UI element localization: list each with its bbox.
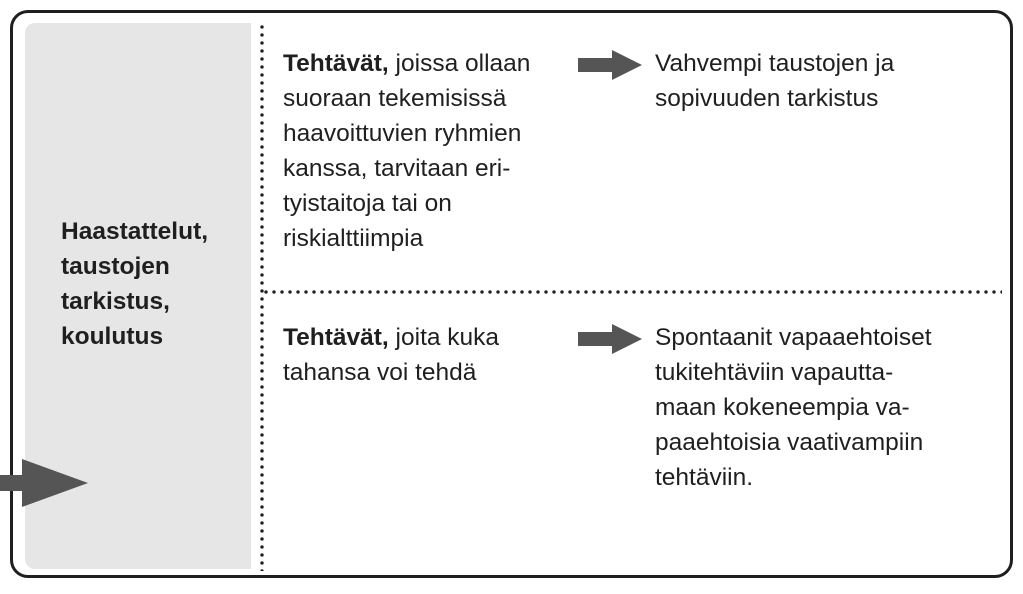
result-description-2: Spontaanit vapaaehtoiset tukitehtäviin vapautta- maan kokeneempia va- paaehtoisia vaativampiin tehtäviin. bbox=[655, 324, 932, 491]
entry-arrow-icon bbox=[0, 459, 90, 507]
horizontal-dotted-divider bbox=[262, 290, 1002, 294]
task-description-1 bbox=[283, 46, 568, 256]
task-description-2 bbox=[283, 320, 568, 390]
task-bold-2: Tehtävät, bbox=[283, 324, 389, 351]
vertical-dotted-divider bbox=[260, 23, 264, 571]
task-text-1: joissa ollaan suoraan tekemisissä haavoittuvien ryhmien kanssa, tarvitaan eri- tyistaitoja tai on riskialttiimpia bbox=[283, 50, 531, 252]
row2-arrow-icon bbox=[578, 324, 644, 354]
task-text-2: joita kuka tahansa voi tehdä bbox=[283, 324, 500, 386]
result-description-1: Vahvempi taustojen ja sopivuuden tarkistus bbox=[655, 50, 895, 112]
row1-arrow-icon bbox=[578, 50, 644, 80]
task-bold-1: Tehtävät, bbox=[283, 50, 389, 77]
side-label: Haastattelut, taustojen tarkistus, koulutus bbox=[61, 218, 209, 350]
